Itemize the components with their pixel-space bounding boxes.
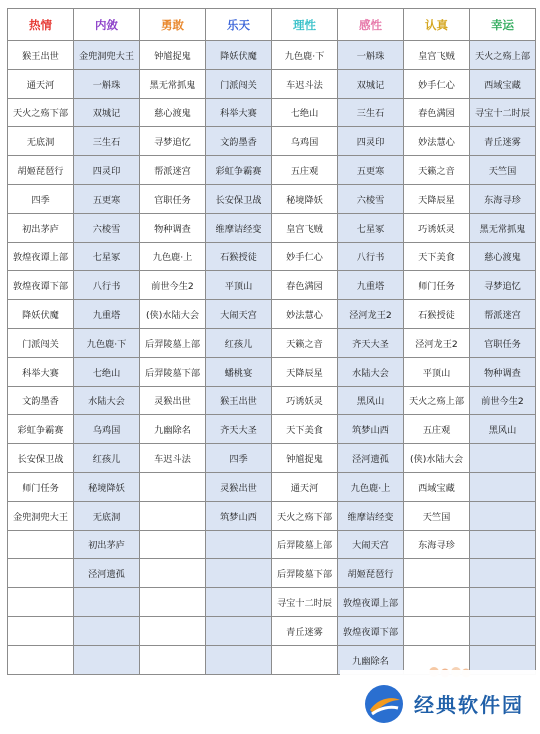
table-row xyxy=(8,588,536,617)
table-cell: 天火之殇上部 xyxy=(404,386,470,415)
table-cell: 钟馗捉鬼 xyxy=(140,41,206,70)
table-cell: 后羿陵墓下部 xyxy=(140,357,206,386)
table-row xyxy=(8,156,536,185)
table-cell: 七绝山 xyxy=(74,357,140,386)
table-cell: 八行书 xyxy=(338,242,404,271)
table-cell: 通天河 xyxy=(272,472,338,501)
table-cell: 天籁之音 xyxy=(272,328,338,357)
table-row xyxy=(8,242,536,271)
table-cell: 三生石 xyxy=(338,98,404,127)
table-cell: 东海寻珍 xyxy=(470,184,536,213)
table-cell: 六棱雪 xyxy=(338,184,404,213)
table-cell: 金兜洞兜大王 xyxy=(74,41,140,70)
table-cell xyxy=(206,530,272,559)
table-cell xyxy=(8,588,74,617)
table-cell: 西域宝藏 xyxy=(404,472,470,501)
table-cell: 初出茅庐 xyxy=(8,213,74,242)
table-cell: 前世今生2 xyxy=(470,386,536,415)
table-cell: 彩虹争霸赛 xyxy=(8,415,74,444)
table-cell: 巧诱妖灵 xyxy=(272,386,338,415)
table-cell: 敦煌夜谭上部 xyxy=(8,242,74,271)
table-cell: 天火之殇下部 xyxy=(272,501,338,530)
table-cell: 筑梦山西 xyxy=(338,415,404,444)
table-cell: 一斛珠 xyxy=(338,41,404,70)
table-cell: 齐天大圣 xyxy=(338,328,404,357)
table-cell: 敦煌夜谭下部 xyxy=(338,616,404,645)
table-cell xyxy=(470,472,536,501)
table-header xyxy=(8,9,536,41)
table-cell: 皇宫飞贼 xyxy=(272,213,338,242)
table-row xyxy=(8,415,536,444)
table-cell xyxy=(404,588,470,617)
table-cell: 大闹天宫 xyxy=(206,300,272,329)
watermark-text: 经典软件园 xyxy=(414,693,524,717)
table-row xyxy=(8,444,536,473)
table-row xyxy=(8,559,536,588)
table-cell xyxy=(206,559,272,588)
table-cell: 门派闯关 xyxy=(206,69,272,98)
table-cell xyxy=(8,645,74,674)
table-cell: 五更寒 xyxy=(338,156,404,185)
table-cell xyxy=(404,616,470,645)
table-cell: 四灵印 xyxy=(338,127,404,156)
table-row xyxy=(8,98,536,127)
table-cell: 筑梦山西 xyxy=(206,501,272,530)
table-cell: 四季 xyxy=(206,444,272,473)
table-cell xyxy=(470,559,536,588)
table-row xyxy=(8,271,536,300)
column-header: 感性 xyxy=(338,9,404,41)
table-cell xyxy=(74,616,140,645)
table-cell: 慈心渡鬼 xyxy=(140,98,206,127)
table-row xyxy=(8,616,536,645)
table-cell: 师门任务 xyxy=(404,271,470,300)
table-cell: 敦煌夜谭下部 xyxy=(8,271,74,300)
table-cell: 物种调查 xyxy=(140,213,206,242)
table-cell: 官职任务 xyxy=(140,184,206,213)
column-header: 乐天 xyxy=(206,9,272,41)
table-cell: 黑风山 xyxy=(338,386,404,415)
table-cell: 文韵墨香 xyxy=(8,386,74,415)
table-cell: 巧诱妖灵 xyxy=(404,213,470,242)
table-cell: 门派闯关 xyxy=(8,328,74,357)
table-row xyxy=(8,472,536,501)
table-cell: 天籁之音 xyxy=(404,156,470,185)
table-cell xyxy=(470,616,536,645)
table-cell: 物种调查 xyxy=(470,357,536,386)
table-cell: 皇宫飞贼 xyxy=(404,41,470,70)
table-cell xyxy=(140,530,206,559)
table-cell: 金兜洞兜大王 xyxy=(8,501,74,530)
table-cell: 青丘迷雾 xyxy=(272,616,338,645)
table-cell: 九色鹿·上 xyxy=(338,472,404,501)
table-cell: 胡姬琵琶行 xyxy=(338,559,404,588)
table-cell: 东海寻珍 xyxy=(404,530,470,559)
table-cell: 灵猴出世 xyxy=(206,472,272,501)
table-cell: 车迟斗法 xyxy=(140,444,206,473)
table-cell: 平顶山 xyxy=(206,271,272,300)
table-row xyxy=(8,300,536,329)
table-cell: 九幽除名 xyxy=(140,415,206,444)
table-cell: 通天河 xyxy=(8,69,74,98)
table-cell: 无底洞 xyxy=(8,127,74,156)
table-cell: 寻梦追忆 xyxy=(140,127,206,156)
table-cell: 天下美食 xyxy=(404,242,470,271)
table-cell: 水陆大会 xyxy=(338,357,404,386)
table-cell: 九色鹿·上 xyxy=(140,242,206,271)
site-logo-icon xyxy=(364,684,404,724)
table-cell: 维摩诘经变 xyxy=(338,501,404,530)
table-row xyxy=(8,41,536,70)
table-cell: 降妖伏魔 xyxy=(206,41,272,70)
table-cell: 四灵印 xyxy=(74,156,140,185)
table-cell: 初出茅庐 xyxy=(74,530,140,559)
table-cell xyxy=(272,645,338,674)
table-cell: 五庄观 xyxy=(272,156,338,185)
table-cell: 红孩儿 xyxy=(206,328,272,357)
table-cell xyxy=(206,588,272,617)
table-cell: 维摩诘经变 xyxy=(206,213,272,242)
table-cell: 降妖伏魔 xyxy=(8,300,74,329)
table-cell: 车迟斗法 xyxy=(272,69,338,98)
table-cell: 石猴授徒 xyxy=(404,300,470,329)
table-cell: 灵猴出世 xyxy=(140,386,206,415)
table-cell: 双城记 xyxy=(338,69,404,98)
table-cell: 寻宝十二时辰 xyxy=(470,98,536,127)
table-cell: 泾河遗孤 xyxy=(338,444,404,473)
table-cell: 三生石 xyxy=(74,127,140,156)
table-cell: 水陆大会 xyxy=(74,386,140,415)
table-row xyxy=(8,69,536,98)
table-cell: 黑无常抓鬼 xyxy=(470,213,536,242)
table-cell: 平顶山 xyxy=(404,357,470,386)
table-cell: 寻梦追忆 xyxy=(470,271,536,300)
table-cell: 天竺国 xyxy=(470,156,536,185)
table-row xyxy=(8,127,536,156)
table-cell: 泾河龙王2 xyxy=(404,328,470,357)
table-body xyxy=(8,41,536,675)
table-cell xyxy=(8,530,74,559)
table-row xyxy=(8,328,536,357)
table-row xyxy=(8,386,536,415)
table-cell xyxy=(140,588,206,617)
header-row xyxy=(8,9,536,41)
table-cell: 猴王出世 xyxy=(206,386,272,415)
table-cell: 妙法慧心 xyxy=(404,127,470,156)
column-header: 内敛 xyxy=(74,9,140,41)
table-cell: 八行书 xyxy=(74,271,140,300)
table-cell: (侠)水陆大会 xyxy=(404,444,470,473)
table-cell: 五庄观 xyxy=(404,415,470,444)
table-cell: 敦煌夜谭上部 xyxy=(338,588,404,617)
table-cell: 天火之殇上部 xyxy=(470,41,536,70)
table-cell: 一斛珠 xyxy=(74,69,140,98)
table-cell: 黑风山 xyxy=(470,415,536,444)
table-cell: 春色满园 xyxy=(404,98,470,127)
column-header: 幸运 xyxy=(470,9,536,41)
column-header: 认真 xyxy=(404,9,470,41)
table-cell: 天降辰星 xyxy=(404,184,470,213)
table-cell: 七星冢 xyxy=(338,213,404,242)
column-header: 理性 xyxy=(272,9,338,41)
table-cell xyxy=(404,559,470,588)
table-cell: 彩虹争霸赛 xyxy=(206,156,272,185)
table-cell: 后羿陵墓上部 xyxy=(272,530,338,559)
table-cell: 妙法慧心 xyxy=(272,300,338,329)
table-cell: 青丘迷雾 xyxy=(470,127,536,156)
table-cell: 七绝山 xyxy=(272,98,338,127)
table-cell: 慈心渡鬼 xyxy=(470,242,536,271)
trait-table xyxy=(7,8,536,675)
column-header: 热情 xyxy=(8,9,74,41)
table-row xyxy=(8,357,536,386)
table-cell: 帮派迷宫 xyxy=(470,300,536,329)
table-cell: 泾河遗孤 xyxy=(74,559,140,588)
table-cell: 科举大赛 xyxy=(8,357,74,386)
table-cell: 秘境降妖 xyxy=(74,472,140,501)
table-cell: 石猴授徒 xyxy=(206,242,272,271)
table-cell: 四季 xyxy=(8,184,74,213)
table-cell xyxy=(470,530,536,559)
table-cell xyxy=(206,616,272,645)
table-cell: 六棱雪 xyxy=(74,213,140,242)
table-cell xyxy=(8,559,74,588)
table-cell: 九色鹿·下 xyxy=(74,328,140,357)
table-cell: 天火之殇下部 xyxy=(8,98,74,127)
column-header: 勇敢 xyxy=(140,9,206,41)
table-cell: 天下美食 xyxy=(272,415,338,444)
table-cell: 寻宝十二时辰 xyxy=(272,588,338,617)
table-cell: 无底洞 xyxy=(74,501,140,530)
table-cell xyxy=(470,501,536,530)
table-cell: 胡姬琵琶行 xyxy=(8,156,74,185)
table-cell: 长安保卫战 xyxy=(206,184,272,213)
table-cell: 妙手仁心 xyxy=(404,69,470,98)
table-cell: 五更寒 xyxy=(74,184,140,213)
table-cell: 九重塔 xyxy=(74,300,140,329)
table-cell xyxy=(74,588,140,617)
table-cell: 泾河龙王2 xyxy=(338,300,404,329)
table-cell: 红孩儿 xyxy=(74,444,140,473)
table-row xyxy=(8,530,536,559)
table-cell: 大闹天宫 xyxy=(338,530,404,559)
table-cell: 齐天大圣 xyxy=(206,415,272,444)
table-cell: 科举大赛 xyxy=(206,98,272,127)
table-cell xyxy=(470,588,536,617)
table-cell: 官职任务 xyxy=(470,328,536,357)
table-cell: 妙手仁心 xyxy=(272,242,338,271)
table-cell xyxy=(206,645,272,674)
table-cell: 天降辰星 xyxy=(272,357,338,386)
table-cell: 九幽除名 xyxy=(338,645,404,674)
table-cell: (侠)水陆大会 xyxy=(140,300,206,329)
table-cell: 秘境降妖 xyxy=(272,184,338,213)
table-cell xyxy=(470,444,536,473)
table-cell: 师门任务 xyxy=(8,472,74,501)
table-cell: 后羿陵墓上部 xyxy=(140,328,206,357)
table-cell xyxy=(140,472,206,501)
table-cell: 蟠桃宴 xyxy=(206,357,272,386)
table-cell: 春色满园 xyxy=(272,271,338,300)
table-cell: 乌鸡国 xyxy=(272,127,338,156)
table-cell: 帮派迷宫 xyxy=(140,156,206,185)
table-cell: 九色鹿·下 xyxy=(272,41,338,70)
table-cell xyxy=(140,559,206,588)
table-cell: 文韵墨香 xyxy=(206,127,272,156)
table-cell: 九重塔 xyxy=(338,271,404,300)
table-row xyxy=(8,213,536,242)
table-cell: 猴王出世 xyxy=(8,41,74,70)
table-cell xyxy=(8,616,74,645)
table-cell xyxy=(140,645,206,674)
table-cell: 长安保卫战 xyxy=(8,444,74,473)
table-cell: 乌鸡国 xyxy=(74,415,140,444)
table-row xyxy=(8,184,536,213)
table-cell xyxy=(140,616,206,645)
table-cell xyxy=(140,501,206,530)
table-cell xyxy=(74,645,140,674)
table-cell: 后羿陵墓下部 xyxy=(272,559,338,588)
table-cell: 七星冢 xyxy=(74,242,140,271)
table-cell: 西域宝藏 xyxy=(470,69,536,98)
table-cell: 双城记 xyxy=(74,98,140,127)
table-cell: 钟馗捉鬼 xyxy=(272,444,338,473)
watermark xyxy=(340,670,540,734)
table-cell: 天竺国 xyxy=(404,501,470,530)
table-cell: 前世今生2 xyxy=(140,271,206,300)
table-row xyxy=(8,501,536,530)
table-cell: 黑无常抓鬼 xyxy=(140,69,206,98)
